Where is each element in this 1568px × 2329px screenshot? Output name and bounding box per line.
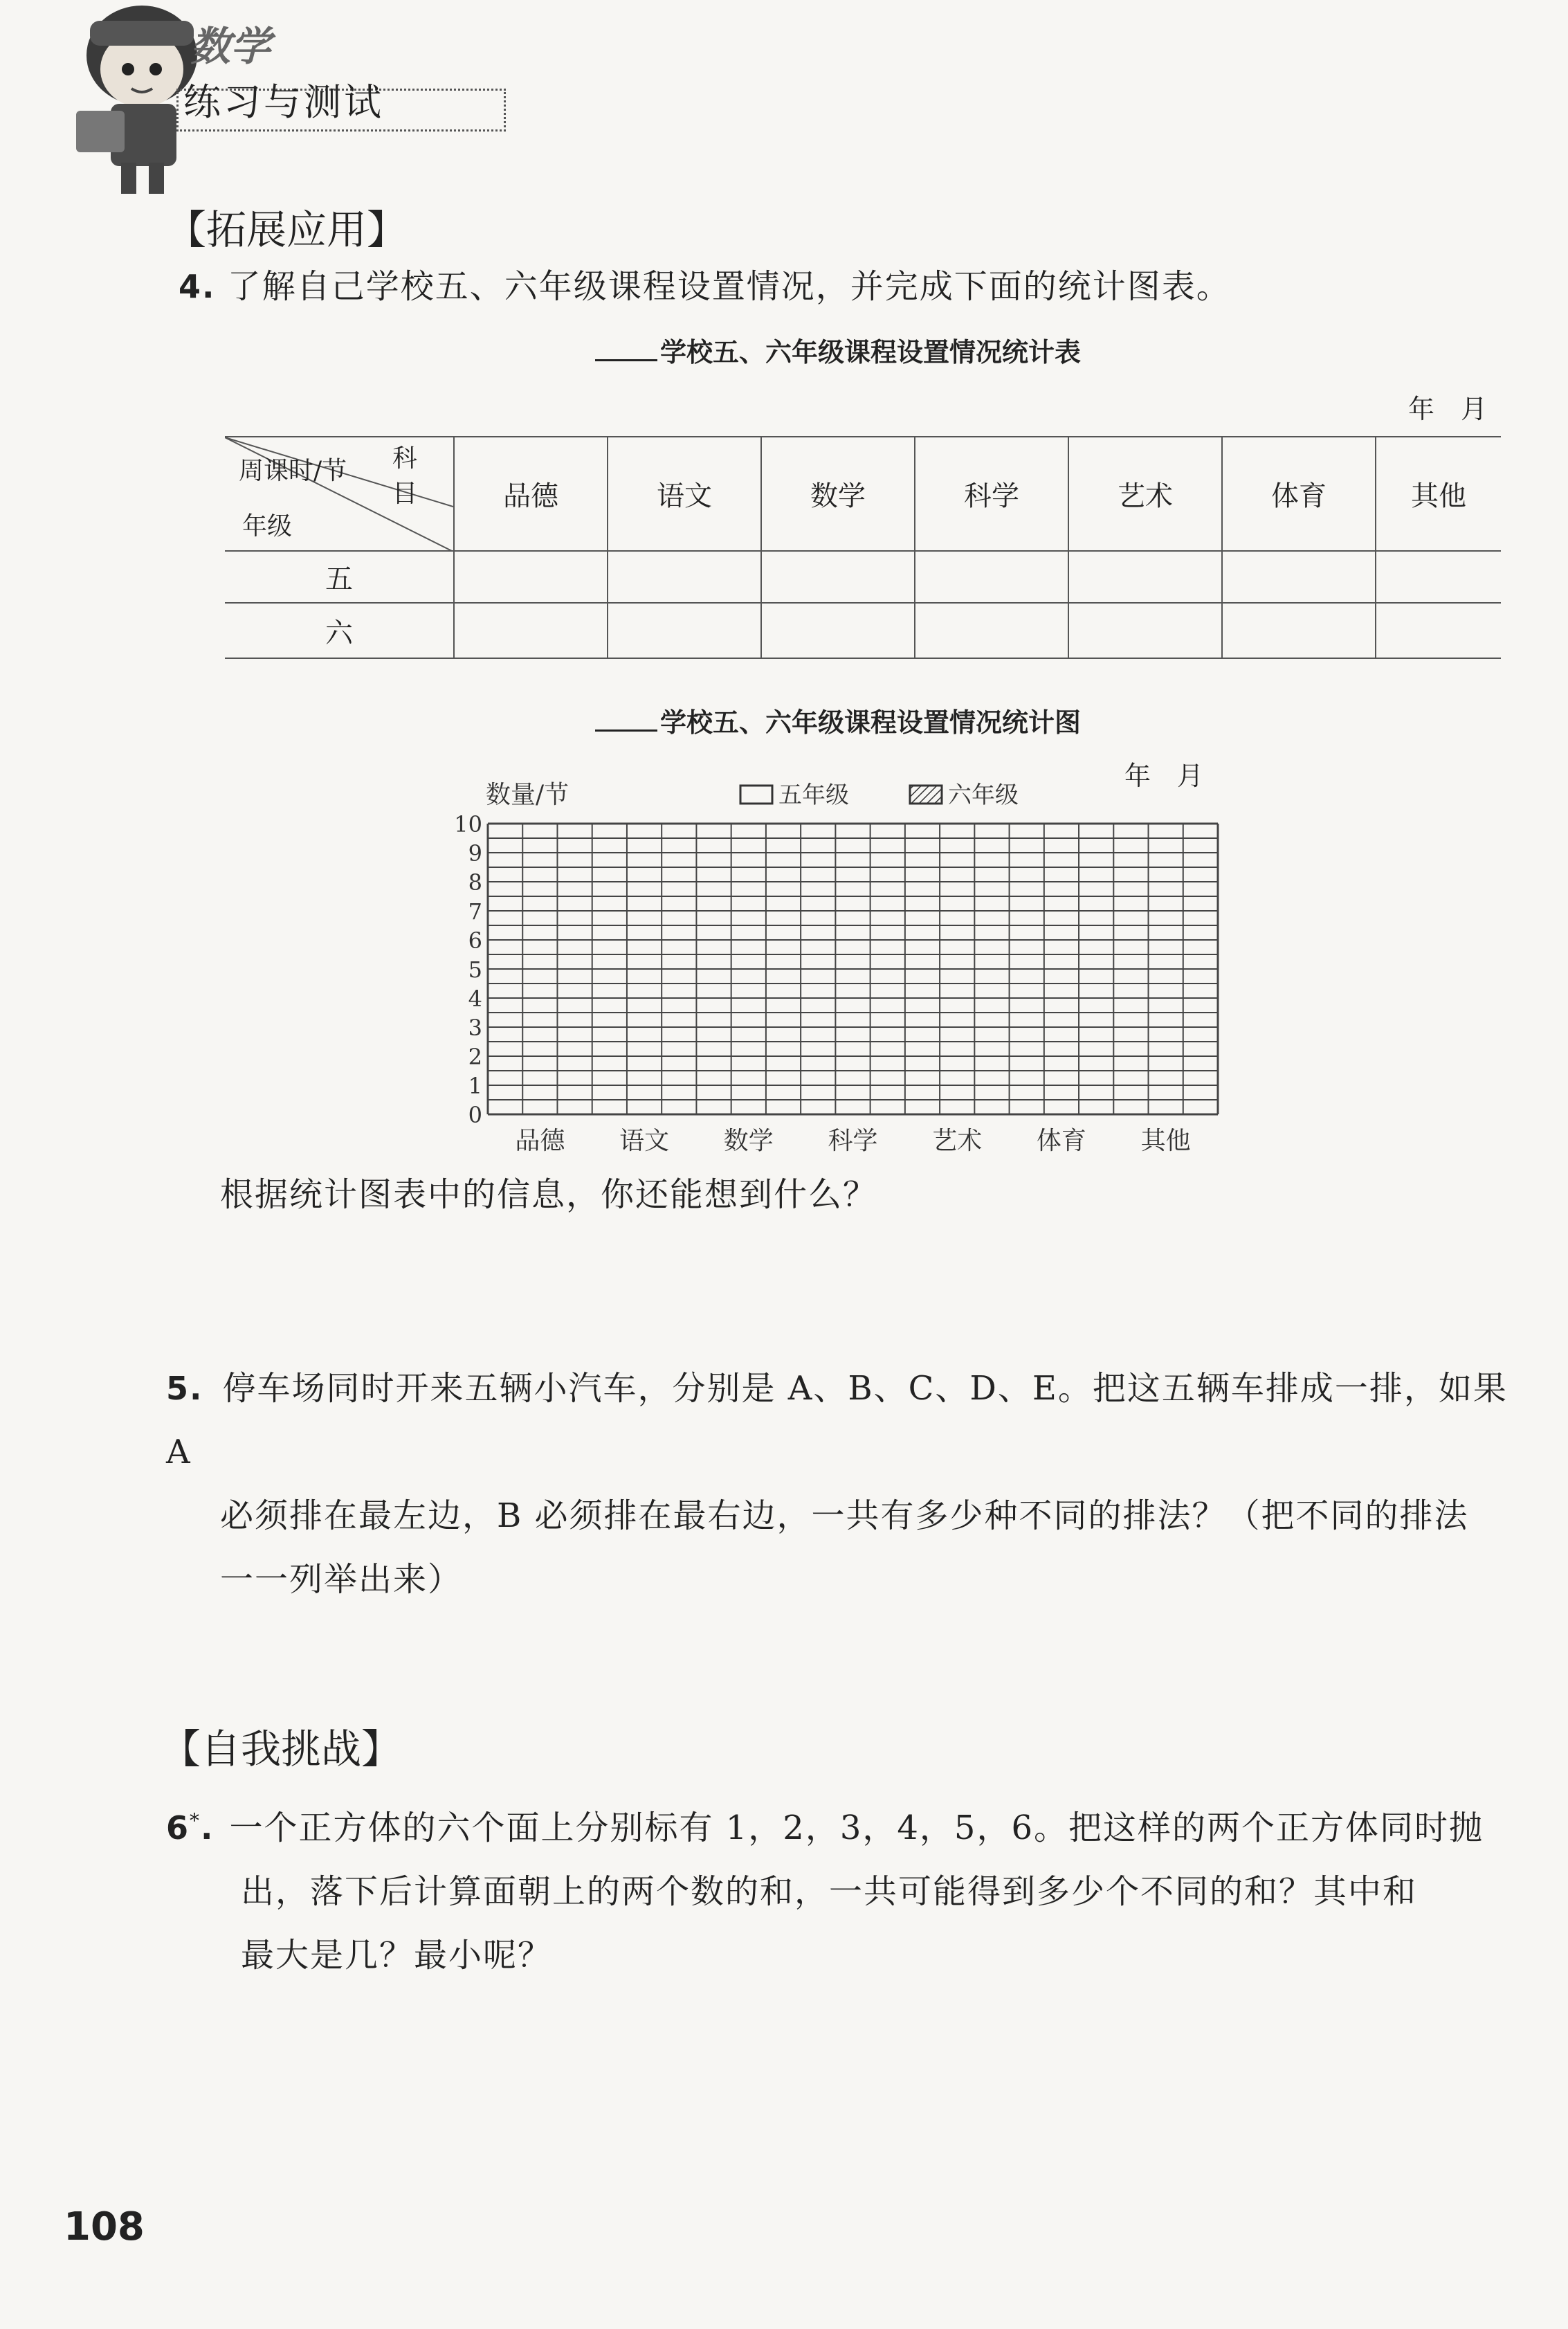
corner-grade-label: 年级: [242, 512, 293, 541]
corner-subject-label: 科目: [392, 444, 445, 508]
question-4-number: 4.: [179, 268, 216, 305]
y-tick-label: 10: [454, 811, 482, 837]
table-date-label: 年 月: [1408, 394, 1488, 424]
table-cell[interactable]: [1222, 551, 1376, 603]
corner-hours-label: 周课时/节: [239, 457, 347, 485]
chart-caption: [595, 701, 1081, 739]
legend-grade6-label: 六年级: [948, 781, 1019, 809]
subject-header: 科学: [915, 437, 1068, 551]
grade-label: 五: [225, 551, 454, 603]
grade-label: 六: [225, 603, 454, 658]
question-5-line: 停车场同时开来五辆小汽车，分别是 A、B、C、D、E。把这五辆车排成一排，如果 A: [166, 1369, 1508, 1471]
y-tick-label: 1: [468, 1073, 482, 1099]
blank-line: [595, 729, 657, 732]
table-cell[interactable]: [454, 551, 608, 603]
blank-line: [595, 359, 657, 361]
question-6-line: 一个正方体的六个面上分别标有 1，2，3，4，5，6。把这样的两个正方体同时抛: [229, 1809, 1484, 1847]
question-6-line: 出，落下后计算面朝上的两个数的和，一共可能得到多少个不同的和？其中和: [241, 1872, 1418, 1911]
header-subject: 数学: [190, 23, 271, 70]
y-tick-label: 7: [468, 898, 482, 925]
y-tick-label: 6: [468, 927, 482, 954]
y-tick-label: 8: [468, 869, 482, 896]
question-5-number: 5.: [166, 1370, 203, 1407]
x-tick-labels: [515, 1127, 1190, 1155]
legend-grade5-label: 五年级: [778, 781, 849, 809]
subject-header: 品德: [454, 437, 608, 551]
chart-title: 学校五、六年级课程设置情况统计图: [660, 707, 1082, 738]
question-6: [166, 1789, 1522, 1987]
table-cell[interactable]: [915, 603, 1068, 658]
question-5-line: 一一列举出来）: [220, 1560, 463, 1599]
subject-header: 艺术: [1068, 437, 1222, 551]
table-cell[interactable]: [1376, 603, 1501, 658]
subject-header: 体育: [1222, 437, 1376, 551]
table-cell[interactable]: [761, 551, 915, 603]
question-4: [179, 255, 1231, 318]
question-6-line: 最大是几？最小呢？: [241, 1936, 553, 1975]
table-cell[interactable]: [1068, 603, 1222, 658]
table-corner-cell: [225, 437, 454, 551]
subject-header: 数学: [761, 437, 915, 551]
x-tick-label: 数学: [723, 1127, 774, 1155]
table-title: 学校五、六年级课程设置情况统计表: [660, 337, 1082, 368]
table-cell[interactable]: [761, 603, 915, 658]
section-challenge-heading: 【自我挑战】: [161, 1725, 402, 1773]
y-tick-label: 9: [468, 840, 482, 867]
y-tick-label: 0: [468, 1102, 482, 1128]
x-tick-label: 语文: [619, 1127, 670, 1155]
subject-header: 其他: [1376, 437, 1501, 551]
x-tick-label: 科学: [828, 1127, 878, 1155]
x-tick-label: 体育: [1036, 1127, 1086, 1155]
question-4-followup: 根据统计图表中的信息，你还能想到什么？: [220, 1175, 878, 1214]
course-bar-chart: [429, 768, 1259, 1170]
x-tick-label: 其他: [1140, 1127, 1191, 1155]
x-tick-label: 品德: [515, 1127, 565, 1155]
table-cell[interactable]: [1376, 551, 1501, 603]
page-number: 108: [64, 2204, 145, 2249]
header-title: 练习与测试: [183, 80, 384, 124]
question-5-line: 必须排在最左边，B 必须排在最右边，一共有多少种不同的排法？（把不同的排法: [220, 1496, 1469, 1535]
legend-grade5-swatch: [740, 786, 772, 804]
question-6-star: *: [190, 1809, 201, 1832]
table-cell[interactable]: [1222, 603, 1376, 658]
table-cell[interactable]: [454, 603, 608, 658]
question-6-dot: .: [201, 1809, 215, 1847]
table-cell[interactable]: [608, 603, 761, 658]
chart-date-label: 年 月: [1124, 761, 1204, 791]
y-tick-label: 3: [468, 1015, 482, 1041]
question-4-text: 了解自己学校五、六年级课程设置情况，并完成下面的统计图表。: [227, 267, 1231, 306]
question-5: [166, 1357, 1522, 1611]
y-tick-labels: [454, 811, 482, 1128]
table-cell[interactable]: [608, 551, 761, 603]
y-tick-label: 4: [468, 986, 482, 1012]
table-cell[interactable]: [915, 551, 1068, 603]
course-stat-table: [225, 436, 1501, 659]
table-caption: [595, 331, 1081, 369]
y-tick-label: 5: [468, 957, 482, 983]
chart-grid: [488, 824, 1218, 1114]
table-cell[interactable]: [1068, 551, 1222, 603]
y-axis-label: 数量/节: [486, 781, 569, 809]
x-tick-label: 艺术: [932, 1127, 983, 1155]
subject-header: 语文: [608, 437, 761, 551]
legend-grade6-swatch: [910, 786, 942, 804]
question-6-number: 6: [166, 1809, 190, 1847]
y-tick-label: 2: [468, 1044, 482, 1070]
section-extend-heading: 【拓展应用】: [166, 206, 408, 253]
